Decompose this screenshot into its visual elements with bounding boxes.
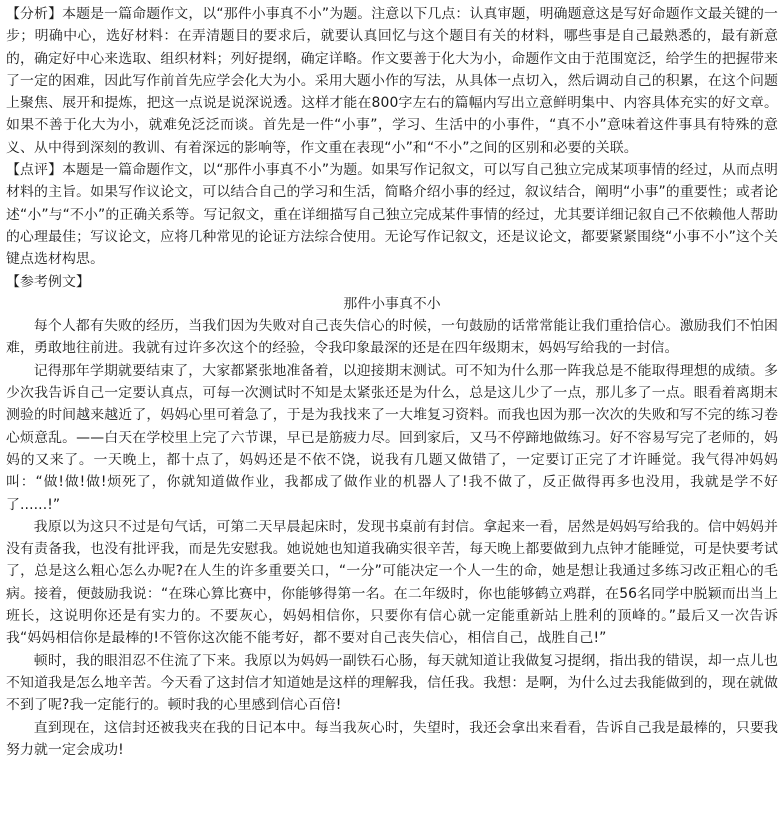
essay-title: 那件小事真不小 — [343, 295, 441, 312]
essay-paragraph-1: 每个人都有失败的经历，当我们因为失败对自己丧失信心的时候，一句鼓励的话常常能让我们重拾信心。激励我们不怕困难，勇敢地往前进。我就有过许多次这个的经验，令我印象最深的还是在四年级期末，妈妈写给我的一封信。 — [6, 318, 778, 357]
essay-paragraph-4: 顿时，我的眼泪忍不住流了下来。我原以为妈妈一副铁石心肠，每天就知道让我做复习提纲，指出我的错误，却一点儿也不知道我是怎么地辛苦。今天看了这封信才知道她是这样的理解我，信任我。我想：是啊，为什么过去我能做到的，现在就做不到了呢?我一定能行的。顿时我的心里感到信心百倍! — [6, 652, 778, 714]
essay-paragraph-2: 记得那年学期就要结束了，大家都紧张地准备着，以迎接期末测试。可不知为什么那一阵我总是不能取得理想的成绩。多少次我告诉自己一定要认真点，可每一次测试时不知是太紧张还是为什么，总是这儿少了一点，那儿多了一点。眼看着离期末测验的时间越来越近了，妈妈心里可着急了，于是为我找来了一大堆复习资料。而我也因为那一次次的失败和写不完的练习卷心烦意乱。——白天在学校里上完了六节课，早已是筋疲力尽。回到家后，又马不停蹄地做练习。好不容易写完了老师的，妈妈的又来了。一天晚上，都十点了，妈妈还是不依不饶，说我有几题又做错了，一定要订正完了才许睡觉。我气得冲妈妈叫：“做!做!做!烦死了，你就知道做作业，我都成了做作业的机器人了!我不做了，反正做得再多也没用，我就是学不好了......!” — [6, 362, 778, 513]
essay-paragraph-5: 直到现在，这信封还被我夹在我的日记本中。每当我灰心时，失望时，我还会拿出来看看，告诉自己我是最棒的，只要我努力就一定会成功! — [6, 719, 778, 758]
analysis-paragraph: 【分析】本题是一篇命题作文，以“那件小事真不小”为题。注意以下几点：认真审题，明确题意这是写好命题作文最关键的一步；明确中心，选好材料：在弄清题目的要求后，就要认真回忆与这个题目有关的材料，哪些事是自己最熟悉的，最有新意的，确定好中心来选取、组织材料；列好提纲，确定详略。作文要善于化大为小，命题作文由于范围宽泛，给学生的把握带来了一定的困难，因此写作前首先应学会化大为小。采用大题小作的写法，从具体一点切入，然后调动自己的积累，在这个问题上聚焦、展开和提炼，把这一点说是说深说透。这样才能在800字左右的篇幅内写出立意鲜明集中、内容具体充实的好文章。如果不善于化大为小，就难免泛泛而谈。首先是一件“小事”，学习、生活中的小事件，“真不小”意味着这件事具有特殊的意义、从中得到深刻的教训、有着深远的影响等，作文重在表现“小”和“不小”之间的区别和必要的关联。 — [6, 6, 778, 156]
reference-label: 【参考例文】 — [6, 273, 91, 290]
comment-paragraph: 【点评】本题是一篇命题作文，以“那件小事真不小”为题。如果写作记叙文，可以写自己独立完成某项事情的经过，从而点明材料的主旨。如果写作议论文，可以结合自己的学习和生活，简略介绍小事的经过，叙议结合，阐明“小事”的重要性；或者论述“小”与“不小”的正确关系等。写记叙文，重在详细描写自己独立完成某件事情的经过，尤其要详细记叙自己不依赖他人帮助的心理最佳；写议论文，应将几种常见的论证方法综合使用。无论写作记叙文，还是议论文，都要紧紧围绕“小事不小”这个关键点选材构思。 — [6, 162, 778, 268]
essay-paragraph-3: 我原以为这只不过是句气话，可第二天早晨起床时，发现书桌前有封信。拿起来一看，居然是妈妈写给我的。信中妈妈并没有责备我，也没有批评我，而是先安慰我。她说她也知道我确实很辛苦，每天晚上都要做到九点钟才能睡觉，可是快要考试了，总是这么粗心怎么办呢?在人生的许多重要关口，“一分”可能决定一个人一生的命，她是想让我通过多练习改正粗心的毛病。接着，便鼓励我说：“在珠心算比赛中，你能够得第一名。在二年级时，你也能够鹤立鸡群，在56名同学中脱颖而出当上班长，这说明你还是有实力的。不要灰心，妈妈相信你，只要你有信心就一定能重新站上胜利的顶峰的。”最后又一次告诉我“妈妈相信你是最棒的!不管你这次能不能考好，都不要对自己丧失信心，相信自己，战胜自己!” — [6, 518, 778, 647]
